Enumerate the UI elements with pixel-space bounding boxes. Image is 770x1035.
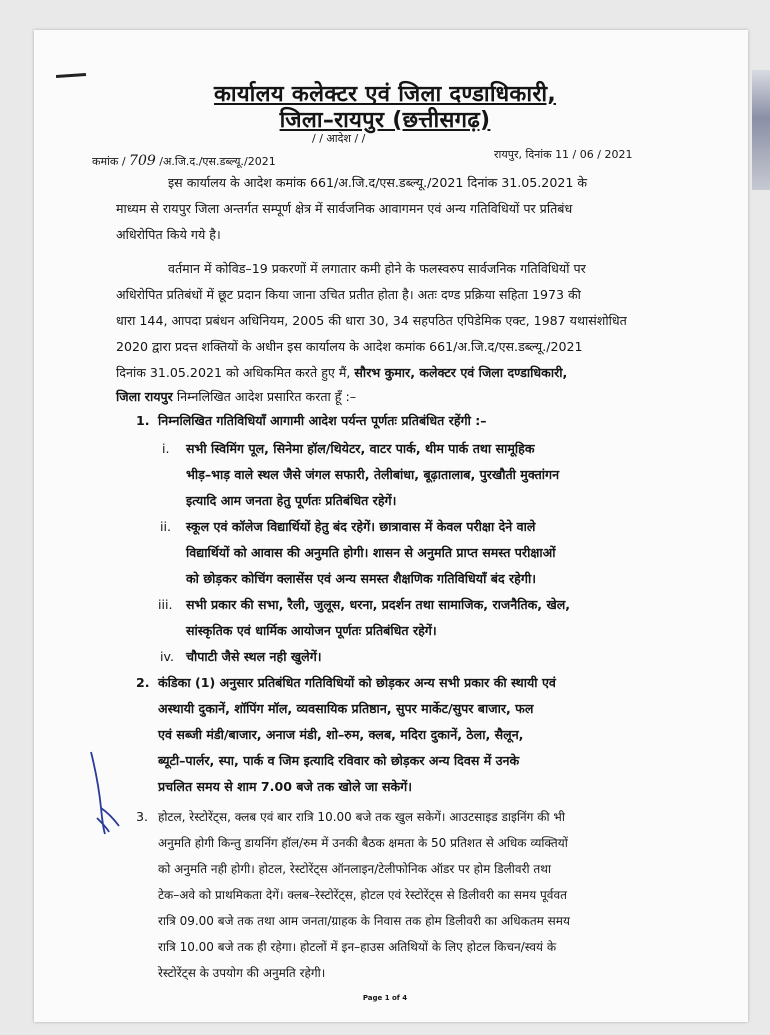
ref-number: 709 (129, 153, 156, 169)
p1-line: इस कार्यालय के आदेश कमांक 661/अ.जि.द/एस.डब्ल्यू./2021 दिनांक 31.05.2021 के (168, 175, 588, 190)
item-number: 2. (136, 675, 150, 690)
item3-line: टेक–अवे को प्राथमिकता देगें। क्लब–रेस्टोरेंट्स, होटल एवं रेस्टोरेंट्स से डिलीवरी का समय पूर्ववत (158, 888, 567, 902)
p1-line: अधिरोपित किये गये है। (116, 227, 221, 242)
ref-suffix: /अ.जि.द./एस.डब्ल्यू./2021 (159, 155, 276, 168)
item2-line: एवं सब्जी मंडी/बाजार, अनाज मंडी, शो–रुम, क्लब, मदिरा दुकानें, ठेला, सैलून, (158, 727, 524, 742)
district-name: जिला रायपुर (116, 389, 173, 404)
sub1-line: इत्यादि आम जनता हेतु पूर्णतः प्रतिबंधित रहेगें। (186, 493, 397, 508)
item3-line: रात्रि 09.00 बजे तक तथा आम जनता/ग्राहक के निवास तक होम डिलीवरी का अधिकतम समय (158, 914, 570, 928)
item-number: 1. (136, 413, 150, 428)
sub2-line: को छोड़कर कोचिंग क्लासेंस एवं अन्य समस्त शैक्षणिक गतिविधियाँ बंद रहेगी। (186, 571, 536, 586)
item3-line: को अनुमति नही होगी। होटल, रेस्टोरेंट्स ऑनलाइन/टेलीफोनिक ऑडर पर होम डिलीवरी तथा (158, 862, 552, 876)
page-number: Page 1 of 4 (362, 994, 408, 1002)
date-line (494, 142, 632, 168)
item1-text: निम्नलिखित गतिविधियाँ आगामी आदेश पर्यन्त पूर्णतः प्रतिबंधित रहेंगी :– (158, 413, 487, 428)
item-number: 3. (136, 809, 149, 824)
title-line-2: जिला–रायपुर (छत्तीसगढ़) (279, 108, 491, 133)
item3-line: होटल, रेस्टोरेंट्स, क्लब एवं बार रात्रि 10.00 बजे तक खुल सकेगें। आउटसाइड डाइनिंग की भी (158, 810, 565, 824)
sub-number: i. (162, 441, 170, 456)
sub1-line: सभी स्विमिंग पूल, सिनेमा हॉल/थियेटर, वाटर पार्क, थीम पार्क तथा सामूहिक (186, 441, 535, 456)
sub3-line: सभी प्रकार की सभा, रैली, जुलूस, धरना, प्रदर्शन तथा सामाजिक, राजनैतिक, खेल, (186, 597, 571, 612)
item2-line: ब्यूटी–पार्लर, स्पा, पार्क व जिम इत्यादि रविवार को छोड़कर अन्य दिवस में उनके (158, 753, 520, 768)
item2-line: कंडिका (1) अनुसार प्रतिबंधित गतिविधियों को छोड़कर अन्य सभी प्रकार की स्थायी एवं (158, 675, 556, 690)
item2-line: प्रचलित समय से शाम 7.00 बजे तक खोले जा सकेगें। (158, 779, 413, 794)
item3-line: अनुमति होगी किन्तु डायनिंग हॉल/रुम में उनकी बैठक क्षमता के 50 प्रतिशत से अधिक व्यक्तियों (158, 836, 568, 850)
date-text: रायपुर, दिनांक (494, 148, 552, 161)
p1-line: माध्यम से रायपुर जिला अन्तर्गत सम्पूर्ण क्षेत्र में सार्वजनिक आवागमन एवं अन्य गतिविधियों पर प्रतिबंध (116, 201, 573, 216)
item2-line: अस्थायी दुकानें, शॉपिंग मॉल, व्यवसायिक प्रतिष्ठान, सुपर मार्केट/सुपर बाजार, फल (158, 701, 534, 716)
signature-mark (85, 748, 125, 838)
sub2-line: स्कूल एवं कॉलेज विद्यार्थियों हेतु बंद रहेगें। छात्रावास में केवल परीक्षा देने वाले (186, 519, 536, 534)
sub2-line: विद्यार्थियों को आवास की अनुमति होगी। शासन से अनुमति प्राप्त समस्त परीक्षाओं (186, 545, 556, 560)
sub4-line: चौपाटी जैसे स्थल नही खुलेगें। (186, 649, 322, 664)
p2-line: 2020 द्वारा प्रदत्त शक्तियों के अधीन इस कार्यालय के आदेश कमांक 661/अ.जि.द/एस.डब्ल्यू./2021 (116, 339, 583, 354)
p2-line (116, 360, 567, 386)
item3-line: रात्रि 10.00 बजे तक ही रहेगा। होटलों में इन–हाउस अतिथियों के लिए होटल किचन/स्वयं के (158, 940, 557, 954)
p2-line6-text: निम्नलिखित आदेश प्रसारित करता हूँ :– (176, 389, 357, 404)
sub-number: iv. (160, 649, 174, 664)
ref-prefix: कमांक / (92, 155, 126, 168)
title-line-1: कार्यालय कलेक्टर एवं जिला दण्डाधिकारी, (214, 82, 556, 107)
sub-number: ii. (160, 519, 172, 534)
sub1-line: भीड़–भाड़ वाले स्थल जैसे जंगल सफारी, तेलीबांधा, बूढ़ातालाब, पुरखौती मुक्तांगन (186, 467, 560, 482)
p2-line (116, 384, 356, 410)
sub-number: iii. (158, 597, 173, 612)
p2-line: अधिरोपित प्रतिबंधों में छूट प्रदान किया जाना उचित प्रतीत होता है। अतः दण्ड प्रक्रिया सहिता 1973 की (116, 287, 581, 302)
p2-line: धारा 144, आपदा प्रबंधन अधिनियम, 2005 की धारा 30, 34 सहपठित एपिडेमिक एक्ट, 1987 यथासंशोधित (116, 313, 627, 328)
date-value: 11 / 06 / 2021 (555, 148, 633, 161)
p2-line5-text: दिनांक 31.05.2021 को अधिकमित करते हुए मैं, (116, 365, 351, 380)
item3-line: रेस्टोरेंट्स के उपयोग की अनुमति रहेगी। (158, 966, 326, 980)
sub3-line: सांस्कृतिक एवं धार्मिक आयोजन पूर्णतः प्रतिबंधित रहेगें। (186, 623, 437, 638)
collector-name: सौरभ कुमार, कलेक्टर एवं जिला दण्डाधिकारी, (354, 365, 568, 380)
p2-line: वर्तमान में कोविड–19 प्रकरणों में लगातार कमी होने के फलस्वरुप सार्वजनिक गतिविधियों पर (168, 261, 586, 276)
order-label: / / आदेश / / (312, 132, 366, 145)
